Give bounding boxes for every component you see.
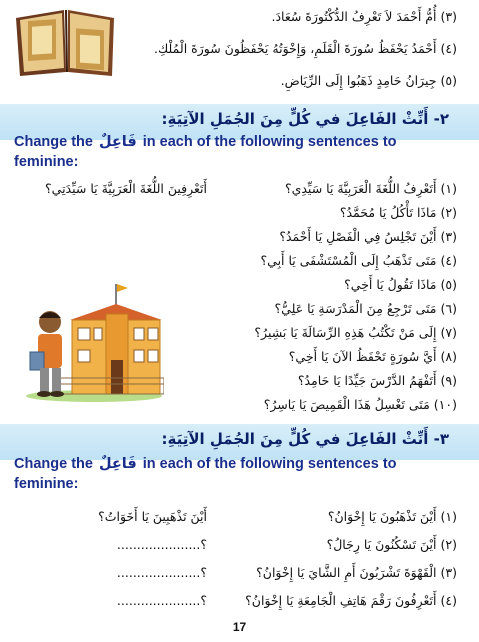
s2-item-10: (١٠)مَتَى تَغْسِلُ هَذَا الْقَمِيصَ يَا يَاسِرُ؟ xyxy=(263,397,457,412)
s3-answer-4: ؟..................... xyxy=(116,593,207,608)
s2-item-6: (٦)مَتَى تَرْجِعُ مِنَ الْمَدْرَسَةِ يَا عَلِيُّ؟ xyxy=(274,301,457,316)
top-line-4: (٤)أَحْمَدُ يَحْفَظُ سُورَةَ الْقَلَمِ، وَإِخْوَتُهُ يَحْفَظُونَ سُورَةَ الْمُلْكِ. xyxy=(154,41,457,56)
s3-answer-1: أَيْنَ تَذْهَبِينَ يَا أَخَوَاتُ؟ xyxy=(98,509,207,524)
s2-item-9: (٩)أَتَفْهَمُ الدَّرْسَ جَيِّدًا يَا حَامِدُ؟ xyxy=(297,373,457,388)
top-line-3: (٣)أُمُّ أَحْمَدَ لاَ تَعْرِفُ الدُّكْتُورَةَ سُعَادَ. xyxy=(271,9,457,24)
school-boy-illustration xyxy=(14,280,164,404)
s3-item-4: (٤)أَتَعْرِفُونَ رَقْمَ هَاتِفِ الْجَامِعَةِ يَا إِخْوَانُ؟ ؟..................... xyxy=(116,593,457,608)
section3-instruction-line2: feminine: xyxy=(14,476,79,492)
s3-item-2: (٢)أَيْنَ تَسْكُنُونَ يَا رِجَالُ؟ ؟..................... xyxy=(116,537,457,552)
s2-item-5: (٥)مَاذَا تَقُولُ يَا أَخِي؟ xyxy=(344,277,457,292)
s2-item-7: (٧)إِلَى مَنْ تَكْتُبُ هَذِهِ الرِّسَالَةَ يَا بَشِيرُ؟ xyxy=(254,325,457,340)
s3-answer-3: ؟..................... xyxy=(116,565,207,580)
section3-banner xyxy=(0,424,479,460)
s2-item-8: (٨)أَيَّ سُورَةٍ تَحْفَظُ الآنَ يَا أَخِي؟ xyxy=(288,349,457,364)
top-line-5: (٥)جِيرَانُ حَامِدٍ ذَهَبُوا إِلَى الرِّيَاضِ. xyxy=(280,73,457,88)
s3-item-1: (١)أَيْنَ تَذْهَبُونَ يَا إِخْوَانُ؟ أَيْنَ تَذْهَبِينَ يَا أَخَوَاتُ؟ xyxy=(98,509,457,524)
section2-instruction: Change the فَاعِلٌ in each of the following sentences to xyxy=(14,134,397,150)
s2-item-3: (٣)أَيْنَ تَجْلِسُ فِي الْفَصْلِ يَا أَحْمَدُ؟ xyxy=(279,229,457,244)
section3-title: ٣- أَنِّثْ الفَاعِلَ في كُلٍّ مِنَ الجُمَلِ الآتِيَةِ: xyxy=(161,430,449,448)
s3-answer-2: ؟..................... xyxy=(116,537,207,552)
page-number: 17 xyxy=(232,620,247,634)
s2-answer-1: أَتَعْرِفِينَ اللُّغَةَ الْعَرَبِيَّةَ يَا سَيِّدَتِي؟ xyxy=(45,181,207,196)
s2-item-4: (٤)مَتَى تَذْهَبُ إِلَى الْمُسْتَشْفَى يَا أَبِي؟ xyxy=(260,253,457,268)
quran-book-illustration xyxy=(14,6,118,78)
s3-item-3: (٣)الْقَهْوَةَ تَشْرَبُونَ أَمِ الشَّايَ يَا إِخْوَانُ؟ ؟..................... xyxy=(116,565,457,580)
section3-instruction: Change the فَاعِلٌ in each of the following sentences to xyxy=(14,456,397,472)
s2-item-1: (١)أَتَعْرِفُ اللُّغَةَ الْعَرَبِيَّةَ يَا سَيِّدِي؟ أَتَعْرِفِينَ اللُّغَةَ الْعَرَبِيَّةَ يَا سَيِّدَتِي؟ xyxy=(45,181,457,196)
section2-title: ٢- أَنِّثْ الفَاعِلَ في كُلٍّ مِنَ الجُمَلِ الآتِيَةِ: xyxy=(161,110,449,128)
s2-item-2: (٢)مَاذَا تَأْكُلُ يَا مُحَمَّدُ؟ xyxy=(339,205,457,220)
section2-instruction-line2: feminine: xyxy=(14,154,79,170)
